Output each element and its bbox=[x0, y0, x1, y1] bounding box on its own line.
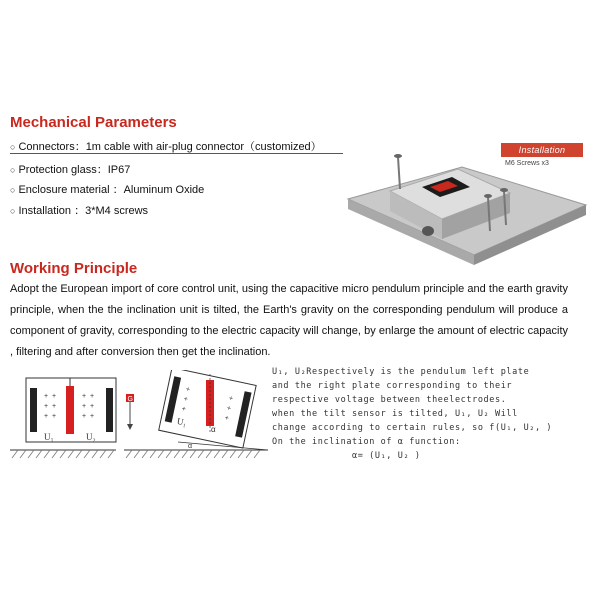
formula-explanation bbox=[272, 365, 592, 463]
alpha-label-bottom: α bbox=[188, 443, 193, 450]
formula-line: change according to certain rules, so f(U₁, U₂, ) bbox=[272, 423, 553, 433]
svg-text:+: + bbox=[82, 393, 87, 400]
u1-label-tilted: U₁ bbox=[176, 415, 188, 428]
svg-text:+: + bbox=[44, 393, 49, 400]
pendulum-upright-diagram bbox=[8, 370, 118, 460]
installation-screws-label: M6 Screws x3 bbox=[505, 160, 549, 167]
svg-text:+: + bbox=[226, 404, 232, 413]
formula-line: On the inclination of α function: bbox=[272, 437, 461, 447]
param-connectors: ○ Connectors：1m cable with air-plug connector（customized） bbox=[10, 141, 322, 153]
svg-text:+: + bbox=[90, 413, 95, 420]
working-principle-text: Adopt the European import of core control unit, using the capacitive micro pendulum principle and the earth gravity principle, when the the inclination unit is tilted, the Earth's gravity on the corresponding pendulum will produce a component of gravity, corresponding to the electric capacity will change, by enlarge the amount of electric capacity , filtering and after conversion then get the inclination. bbox=[10, 283, 568, 358]
bullet-icon: ○ bbox=[10, 206, 16, 216]
installation-device-image bbox=[342, 147, 592, 267]
param-protection: ○ Protection glass：IP67 bbox=[10, 164, 131, 176]
working-principle-title: Working Principle bbox=[10, 260, 138, 277]
svg-text:+: + bbox=[180, 405, 187, 414]
svg-text:+: + bbox=[52, 393, 57, 400]
svg-text:+: + bbox=[52, 403, 57, 410]
alpha-equation: α= (U₁, U₂ ) bbox=[352, 451, 421, 461]
svg-text:+: + bbox=[223, 414, 230, 423]
u1-label: U₁ bbox=[44, 432, 54, 442]
svg-text:+: + bbox=[52, 413, 57, 420]
formula-line: when the tilt sensor is tilted, U₁, U₂ Will bbox=[272, 409, 518, 419]
formula-line: and the right plate corresponding to their bbox=[272, 381, 513, 391]
svg-text:+: + bbox=[90, 393, 95, 400]
param-enclosure: ○ Enclosure material ：Aluminum Oxide bbox=[10, 184, 205, 196]
param-installation: ○ Installation ：3*M4 screws bbox=[10, 205, 149, 217]
bullet-icon: ○ bbox=[10, 165, 16, 175]
formula-line: respective voltage between theelectrodes. bbox=[272, 395, 507, 405]
divider bbox=[10, 153, 343, 154]
svg-text:+: + bbox=[185, 386, 191, 394]
u2-label: U₂ bbox=[86, 432, 96, 442]
svg-text:+: + bbox=[90, 403, 95, 410]
pendulum-tilted-diagram bbox=[118, 370, 268, 460]
g-label: G bbox=[127, 396, 133, 403]
bullet-icon: ○ bbox=[10, 142, 16, 152]
svg-text:+: + bbox=[82, 403, 87, 410]
svg-text:+: + bbox=[82, 413, 87, 420]
svg-text:+: + bbox=[228, 395, 234, 403]
formula-line: U₁, U₂Respectively is the pendulum left plate bbox=[272, 367, 530, 377]
svg-text:+: + bbox=[44, 403, 49, 410]
installation-badge: Installation bbox=[501, 143, 583, 157]
svg-text:+: + bbox=[182, 395, 189, 404]
bullet-icon: ○ bbox=[10, 185, 16, 195]
mechanical-parameters-title: Mechanical Parameters bbox=[10, 114, 177, 131]
alpha-label: α bbox=[211, 425, 216, 434]
svg-text:+: + bbox=[44, 413, 49, 420]
